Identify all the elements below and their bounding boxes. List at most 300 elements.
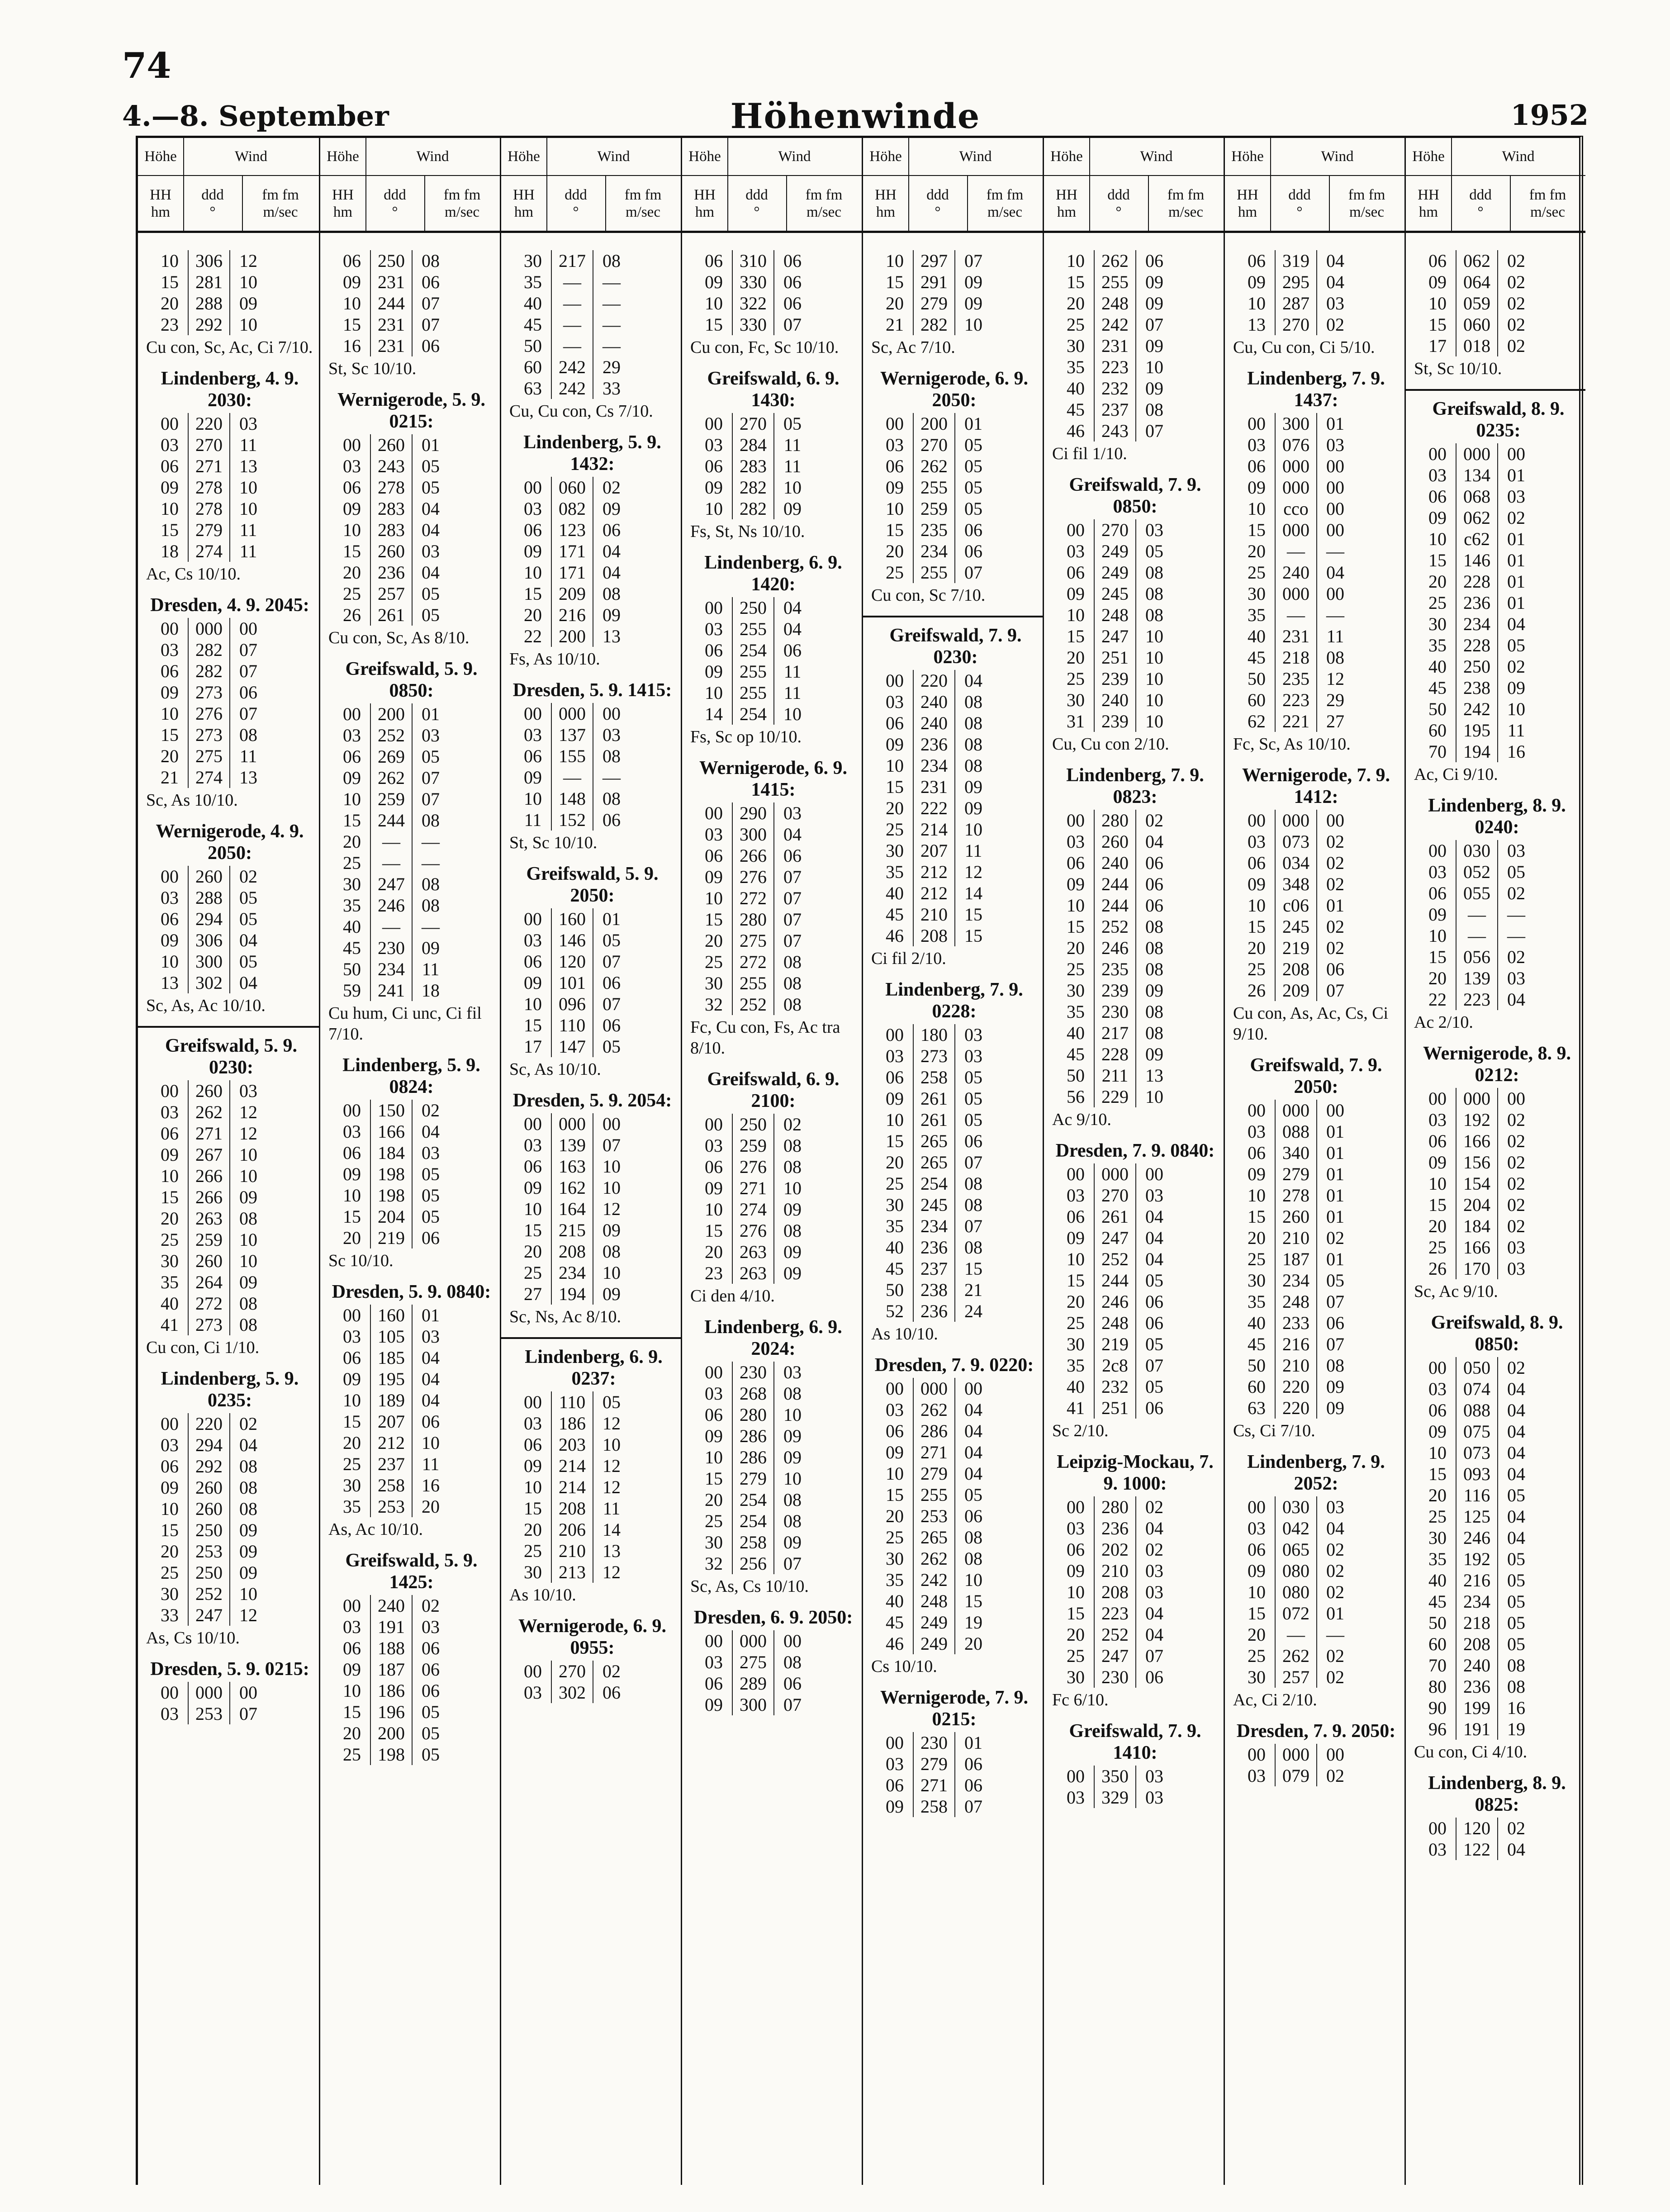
speed-cell: 07 (1326, 1334, 1344, 1354)
direction-cell: 284 (732, 434, 774, 456)
height-cell: 40 (877, 883, 913, 904)
speed-cell: 10 (1145, 647, 1163, 668)
height-cell: 20 (515, 1519, 551, 1540)
height-cell: 20 (696, 1241, 732, 1263)
speed-cell: 09 (964, 272, 982, 292)
header-wind: Wind (1451, 138, 1585, 176)
height-cell: 25 (515, 1540, 551, 1562)
height-cell: 06 (696, 1156, 732, 1177)
table-row (1419, 486, 1534, 507)
table-row (1058, 668, 1172, 689)
direction-cell: 329 (1094, 1787, 1136, 1808)
table-row (515, 1476, 630, 1498)
direction-cell: 065 (1275, 1539, 1317, 1560)
observation-table (696, 597, 811, 725)
speed-cell: 09 (783, 498, 802, 519)
column-header (501, 138, 681, 233)
table-row (696, 661, 811, 682)
speed-cell: 10 (603, 1434, 621, 1455)
speed-cell: 04 (1507, 1839, 1525, 1860)
speed-cell: 03 (783, 1362, 802, 1382)
station-block (143, 821, 316, 1016)
height-cell: 06 (1238, 250, 1275, 271)
direction-cell: 238 (913, 1279, 955, 1301)
height-cell: 09 (877, 1796, 913, 1817)
header-ddd: ddd ° (1451, 176, 1511, 231)
table-row (334, 519, 449, 541)
table-row (152, 1498, 266, 1519)
speed-cell: 01 (1326, 1121, 1344, 1142)
table-row (696, 845, 811, 866)
direction-cell: 231 (370, 271, 412, 293)
table-row (696, 640, 811, 661)
height-cell: 40 (515, 293, 551, 314)
height-cell: 25 (515, 1262, 551, 1283)
table-row (877, 755, 992, 776)
table-row (877, 670, 992, 691)
speed-cell: 11 (239, 435, 257, 455)
table-row (877, 1301, 992, 1322)
height-cell: 00 (877, 1732, 913, 1753)
observation-table (1058, 250, 1172, 441)
table-row (515, 745, 630, 767)
table-row (334, 1701, 449, 1723)
speed-cell: 03 (422, 1326, 440, 1347)
direction-cell: 210 (1275, 1355, 1317, 1376)
speed-cell: 10 (964, 314, 982, 335)
speed-cell: 09 (964, 293, 982, 313)
table-row (334, 703, 449, 725)
height-cell: 06 (152, 1123, 188, 1144)
height-cell: 25 (877, 562, 913, 583)
speed-cell: 05 (1145, 1270, 1163, 1291)
direction-cell: 155 (551, 745, 593, 767)
table-row (515, 1540, 630, 1562)
height-cell: 03 (877, 434, 913, 456)
direction-cell: 060 (1456, 314, 1498, 335)
station-block (1230, 368, 1402, 755)
height-cell: 09 (877, 1088, 913, 1109)
direction-cell: 170 (1456, 1258, 1498, 1279)
speed-cell: 11 (422, 959, 440, 979)
speed-cell: — (603, 272, 621, 292)
table-row (1238, 689, 1353, 711)
table-row (877, 271, 992, 293)
table-row (152, 1519, 266, 1541)
speed-cell: 05 (422, 456, 440, 476)
height-cell: 15 (1419, 1463, 1456, 1485)
height-cell: 09 (877, 477, 913, 498)
height-cell: 15 (1238, 1206, 1275, 1227)
height-cell: 96 (1419, 1718, 1456, 1740)
height-cell: 09 (696, 1177, 732, 1199)
header-ddd: ddd ° (908, 176, 968, 231)
speed-cell: 15 (964, 1591, 982, 1611)
speed-cell: 04 (1326, 272, 1344, 292)
speed-cell: 02 (1326, 1561, 1344, 1581)
height-cell: 00 (877, 1024, 913, 1045)
observation-table (515, 703, 630, 831)
direction-cell: cco (1275, 498, 1317, 519)
direction-cell: 258 (732, 1532, 774, 1553)
speed-cell: 05 (422, 1185, 440, 1206)
speed-cell: 06 (1145, 853, 1163, 873)
station-name: Dresden, 5. 9. 0215: (150, 1659, 309, 1680)
speed-cell: 02 (1326, 1667, 1344, 1687)
direction-cell: 060 (551, 477, 593, 498)
direction-cell: 279 (913, 293, 955, 314)
direction-cell: 234 (913, 755, 955, 776)
height-cell: 45 (1419, 677, 1456, 698)
station-name: Greifswald, 5. 9. 0230: (165, 1035, 298, 1078)
direction-cell: 262 (913, 1399, 955, 1420)
observation-table (515, 250, 630, 399)
table-row (877, 1505, 992, 1527)
speed-cell: 04 (422, 562, 440, 583)
table-row (334, 1638, 449, 1659)
direction-cell: 286 (913, 1420, 955, 1442)
speed-cell: 05 (964, 1110, 982, 1130)
height-cell: 09 (1419, 904, 1456, 925)
table-column (500, 138, 681, 2185)
speed-cell: 06 (964, 1131, 982, 1151)
speed-cell: 01 (1326, 1603, 1344, 1623)
speed-cell: 04 (783, 619, 802, 639)
height-cell: 03 (1238, 1765, 1275, 1786)
station-block (1049, 1140, 1221, 1441)
table-row (1058, 711, 1172, 732)
speed-cell: 07 (239, 703, 257, 724)
station-name: Greifswald, 8. 9. 0850: (1431, 1312, 1563, 1355)
direction-cell: 246 (1094, 1291, 1136, 1312)
direction-cell: — (1275, 541, 1317, 562)
table-row (152, 887, 266, 908)
speed-cell: 08 (239, 1315, 257, 1335)
direction-cell: 287 (1275, 293, 1317, 314)
speed-cell: 04 (1145, 1206, 1163, 1227)
cloud-note: St, Sc 10/10. (1414, 359, 1502, 378)
table-row (1238, 1142, 1353, 1163)
header-fmfm: fm fm m/sec (1529, 186, 1566, 220)
speed-cell: 03 (1326, 293, 1344, 313)
speed-cell: 02 (1326, 1646, 1344, 1666)
table-row (152, 767, 266, 788)
table-row (152, 541, 266, 562)
height-cell: 03 (696, 1383, 732, 1404)
height-cell: 35 (334, 895, 370, 916)
height-cell: 00 (515, 1113, 551, 1134)
height-cell: 15 (696, 314, 732, 335)
height-cell: 45 (334, 937, 370, 959)
direction-cell: 000 (1275, 519, 1317, 541)
cloud-note: Ci den 4/10. (690, 1286, 775, 1305)
direction-cell: 247 (1094, 1227, 1136, 1248)
speed-cell: 07 (1145, 314, 1163, 335)
direction-cell: 255 (913, 477, 955, 498)
height-cell: 30 (152, 1583, 188, 1604)
height-cell: 10 (515, 1476, 551, 1498)
table-row (1238, 1603, 1353, 1624)
table-row (877, 840, 992, 861)
speed-cell: 09 (964, 798, 982, 818)
table-row (1419, 1215, 1534, 1237)
table-row (1419, 592, 1534, 613)
table-row (515, 1413, 630, 1434)
table-row (1058, 1496, 1172, 1518)
table-row (515, 519, 630, 541)
direction-cell: 295 (1275, 271, 1317, 293)
observation-table (877, 250, 992, 335)
height-cell: 30 (1058, 1666, 1094, 1688)
table-row (877, 1548, 992, 1569)
height-cell: 45 (1238, 1334, 1275, 1355)
speed-cell: 04 (1326, 251, 1344, 271)
speed-cell: 02 (1145, 1497, 1163, 1517)
table-row (515, 498, 630, 519)
direction-cell: 260 (188, 1080, 230, 1101)
direction-cell: 306 (188, 930, 230, 951)
direction-cell: 191 (370, 1616, 412, 1638)
speed-cell: 02 (1507, 272, 1525, 292)
speed-cell: 18 (422, 980, 440, 1001)
speed-cell: 04 (239, 973, 257, 993)
station-name: Lindenberg, 5. 9. 0824: (342, 1055, 480, 1097)
height-cell: 45 (877, 1258, 913, 1279)
table-row (877, 1569, 992, 1590)
direction-cell: 270 (551, 1661, 593, 1682)
speed-cell: 07 (783, 1553, 802, 1574)
observation-table (1238, 1100, 1353, 1419)
speed-cell: 11 (239, 541, 257, 561)
height-cell: 06 (1419, 250, 1456, 271)
direction-cell: 271 (913, 1442, 955, 1463)
cloud-note: As, Ac 10/10. (328, 1520, 423, 1539)
table-row (1058, 1397, 1172, 1419)
height-cell: 06 (1238, 852, 1275, 873)
table-row (515, 1241, 630, 1262)
direction-cell: 252 (1094, 916, 1136, 937)
station-name: Greifswald, 7. 9. 0850: (1069, 475, 1201, 517)
height-cell: 06 (696, 640, 732, 661)
direction-cell: 248 (1094, 293, 1136, 314)
direction-cell: 300 (1275, 413, 1317, 434)
speed-cell: 02 (1326, 1766, 1344, 1786)
table-row (1058, 689, 1172, 711)
speed-cell: — (422, 916, 440, 937)
cloud-note: Cu con, Sc 7/10. (871, 586, 986, 605)
table-row (515, 1036, 630, 1057)
direction-cell: 265 (913, 1130, 955, 1152)
direction-cell: 220 (188, 413, 230, 434)
table-row (696, 1156, 811, 1177)
speed-cell: 03 (1145, 520, 1163, 540)
table-row (515, 1519, 630, 1540)
table-row (1238, 1518, 1353, 1539)
speed-cell: 11 (783, 456, 802, 476)
table-row (334, 335, 449, 356)
speed-cell: 10 (239, 1584, 257, 1604)
height-cell: 30 (1058, 335, 1094, 356)
direction-cell: 230 (732, 1362, 774, 1383)
table-row (515, 250, 630, 271)
table-row (334, 1680, 449, 1701)
height-cell: 10 (334, 519, 370, 541)
speed-cell: 02 (1326, 1228, 1344, 1248)
height-cell: 20 (152, 745, 188, 767)
height-cell: 00 (877, 670, 913, 691)
direction-cell: 319 (1275, 250, 1317, 271)
table-row (877, 1088, 992, 1109)
observation-table (696, 802, 811, 1015)
table-row (1238, 1121, 1353, 1142)
height-cell: 25 (696, 951, 732, 973)
height-cell: 00 (334, 434, 370, 456)
direction-cell: 270 (732, 413, 774, 434)
station-name: Greifswald, 6. 9. 2100: (707, 1069, 840, 1111)
speed-cell: 08 (1145, 584, 1163, 604)
station-block (688, 250, 859, 358)
direction-cell: 340 (1275, 1142, 1317, 1163)
table-row (334, 250, 449, 271)
table-row (1058, 1518, 1172, 1539)
speed-cell: 04 (422, 1348, 440, 1368)
table-row (696, 909, 811, 930)
direction-cell: 263 (732, 1241, 774, 1263)
speed-cell: 05 (422, 584, 440, 604)
table-row (696, 1694, 811, 1715)
header-fmfm: fm fm m/sec (443, 186, 481, 220)
direction-cell: 244 (1094, 895, 1136, 916)
height-cell: 03 (334, 1616, 370, 1638)
table-row (1419, 613, 1534, 635)
speed-cell: 16 (422, 1475, 440, 1495)
cloud-note: Fs, St, Ns 10/10. (690, 522, 805, 541)
column-header (1044, 138, 1224, 233)
height-cell: 10 (1419, 925, 1456, 946)
direction-cell: 266 (732, 845, 774, 866)
direction-cell: 235 (1094, 959, 1136, 980)
speed-cell: 04 (1507, 1464, 1525, 1484)
observation-table (515, 1113, 630, 1305)
speed-cell: 06 (422, 1680, 440, 1701)
direction-cell: 219 (1094, 1334, 1136, 1355)
direction-cell: — (1275, 1624, 1317, 1645)
speed-cell: 11 (1326, 626, 1344, 646)
table-row (152, 271, 266, 293)
column-body (501, 233, 681, 1703)
height-cell: 26 (1419, 1258, 1456, 1279)
speed-cell: 08 (964, 1173, 982, 1194)
speed-cell: 04 (1507, 1421, 1525, 1442)
height-cell: 09 (877, 734, 913, 755)
speed-cell: 09 (783, 1199, 802, 1220)
speed-cell: 08 (603, 788, 621, 809)
height-cell: 23 (696, 1263, 732, 1284)
table-row (515, 1134, 630, 1156)
cloud-note: Ac, Ci 2/10. (1233, 1690, 1317, 1709)
direction-cell: 257 (1275, 1666, 1317, 1688)
height-cell: 09 (696, 866, 732, 888)
height-cell: 15 (1058, 271, 1094, 293)
table-row (152, 498, 266, 519)
speed-cell: 12 (603, 1199, 621, 1219)
table-row (152, 639, 266, 660)
direction-cell: 275 (188, 745, 230, 767)
height-cell: 10 (1058, 1581, 1094, 1603)
height-cell: 10 (1419, 1173, 1456, 1194)
direction-cell: 286 (732, 1447, 774, 1468)
cloud-note: Sc 2/10. (1052, 1421, 1109, 1440)
table-row (696, 866, 811, 888)
height-cell: 25 (152, 1562, 188, 1583)
direction-cell: 221 (1275, 711, 1317, 732)
speed-cell: 16 (1507, 741, 1525, 762)
height-cell: 10 (696, 1447, 732, 1468)
table-row (1058, 852, 1172, 873)
header-wind: Wind (365, 138, 500, 176)
table-row (1058, 1312, 1172, 1334)
table-row (1419, 271, 1534, 293)
speed-cell: 06 (422, 1411, 440, 1432)
speed-cell: 11 (783, 661, 802, 682)
table-row (696, 597, 811, 618)
speed-cell: 10 (1145, 626, 1163, 646)
speed-cell: 01 (1326, 1143, 1344, 1163)
height-cell: 03 (1419, 1839, 1456, 1860)
table-row (1419, 335, 1534, 356)
direction-cell: 230 (1094, 1001, 1136, 1022)
station-name: Lindenberg, 6. 9. 1420: (704, 552, 842, 595)
height-cell: 30 (1058, 1334, 1094, 1355)
table-row (1419, 314, 1534, 335)
direction-cell: 101 (551, 972, 593, 993)
table-row (334, 498, 449, 519)
direction-cell: 294 (188, 1434, 230, 1456)
station-name: Wernigerode, 7. 9. 1412: (1242, 765, 1390, 807)
table-row (515, 1262, 630, 1283)
speed-cell: 09 (964, 777, 982, 797)
speed-cell: 06 (783, 1673, 802, 1694)
table-row (1238, 810, 1353, 831)
speed-cell: 02 (1326, 1582, 1344, 1602)
table-row (152, 866, 266, 887)
direction-cell: 245 (1094, 583, 1136, 604)
table-row (1419, 1173, 1534, 1194)
direction-cell: 030 (1456, 840, 1498, 861)
direction-cell: 200 (551, 626, 593, 647)
table-row (515, 583, 630, 604)
table-row (1419, 1109, 1534, 1130)
speed-cell: 04 (1145, 1603, 1163, 1623)
direction-cell: 056 (1456, 946, 1498, 968)
direction-cell: 223 (1456, 989, 1498, 1010)
table-row (1238, 1291, 1353, 1312)
speed-cell: 06 (964, 1754, 982, 1774)
height-cell: 17 (515, 1036, 551, 1057)
direction-cell: 195 (1456, 720, 1498, 741)
direction-cell: 166 (1456, 1237, 1498, 1258)
direction-cell: 240 (1456, 1655, 1498, 1676)
speed-cell: 02 (1507, 1818, 1525, 1838)
direction-cell: 218 (1275, 647, 1317, 668)
direction-cell: 082 (551, 498, 593, 519)
table-row (1238, 959, 1353, 980)
station-block (138, 1026, 319, 1358)
speed-cell: 11 (783, 683, 802, 703)
height-cell: 30 (334, 1475, 370, 1496)
direction-cell: 272 (188, 1293, 230, 1314)
table-row (515, 1661, 630, 1682)
